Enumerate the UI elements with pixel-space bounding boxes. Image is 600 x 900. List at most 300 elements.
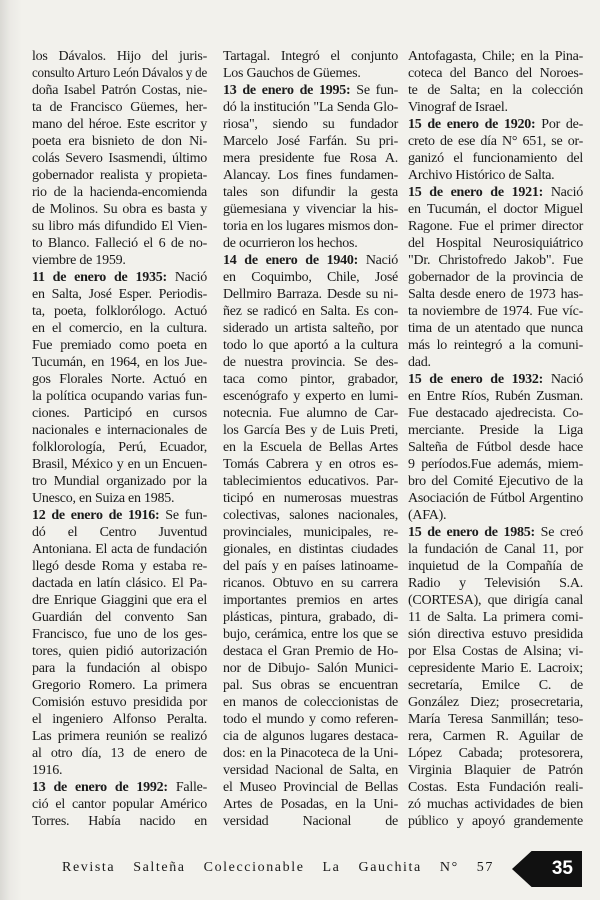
entry-date: 15 de enero de 1921:: [408, 185, 544, 200]
line-text: ciones. Participó en cursos: [32, 406, 207, 421]
text-line: [32, 660, 207, 677]
text-line: [223, 99, 398, 116]
line-text: Nació: [550, 185, 583, 200]
line-text: de ocurrieron los hechos.: [223, 236, 358, 251]
line-text: (AFA).: [408, 508, 447, 523]
line-text: Tomás Cabrera y en otros es-: [223, 457, 398, 472]
text-line: [32, 320, 207, 337]
line-text: creto de ese día N° 651, se or-: [408, 134, 583, 149]
line-content: [408, 796, 583, 813]
line-text: inquietud de la Compañía de: [408, 559, 583, 574]
line-content: [408, 677, 583, 694]
line-content: [223, 524, 398, 541]
line-text: del Hospital Neurosiquiátrico: [408, 236, 583, 251]
dated-entry: [408, 524, 583, 830]
line-content: [32, 643, 207, 660]
line-content: [223, 490, 398, 507]
line-text: Dellmiro Barraza. Desde su ni-: [223, 287, 398, 302]
line-content: [223, 116, 398, 133]
continued-entry: [32, 48, 207, 269]
text-line: [32, 541, 207, 558]
line-text: merciante. Preside la Liga: [408, 423, 583, 438]
line-text: dó la institución "La Senda Glo-: [223, 100, 398, 115]
line-text: dó el Centro Juventud: [32, 525, 207, 540]
dated-entry: [408, 371, 583, 524]
text-line: [408, 167, 583, 184]
text-line: [223, 507, 398, 524]
text-line: [32, 167, 207, 184]
line-text: Costas. Esta Fundación reali-: [408, 780, 583, 795]
text-line: [223, 575, 398, 592]
line-content: [32, 184, 207, 201]
line-content: [223, 779, 398, 796]
line-content: [408, 150, 583, 167]
text-line: [408, 745, 583, 762]
line-content: [32, 99, 207, 116]
text-line: [408, 626, 583, 643]
line-text: taca como pintor, grabador,: [223, 372, 398, 387]
text-line: [223, 490, 398, 507]
line-text: María Teresa Sanmillán; teso-: [408, 712, 583, 727]
line-content: [408, 490, 583, 507]
line-content: [32, 388, 207, 405]
line-text: versidad Nacional de Salta, en: [223, 763, 398, 778]
line-content: [32, 303, 207, 320]
line-text: en el comercio, en la cultura.: [32, 321, 207, 336]
line-content: [32, 201, 207, 218]
line-content: [408, 354, 431, 371]
line-content: [223, 337, 398, 354]
text-line: [223, 371, 398, 388]
line-text: notecnia. Fue alumno de Car-: [223, 406, 398, 421]
line-content: [223, 473, 398, 490]
line-content: [32, 150, 207, 167]
line-text: Nació: [174, 270, 207, 285]
line-text: dre Enrique Giaggini que era el: [32, 593, 207, 608]
line-text: ta de Francisco Güemes, her-: [32, 100, 207, 115]
text-line: [223, 303, 398, 320]
page-number: 35: [551, 858, 573, 879]
line-text: más lo reintegró a la comuni-: [408, 338, 583, 353]
text-line: [32, 507, 207, 524]
line-content: [32, 626, 207, 643]
line-text: todo lo que aportó a la cultura: [223, 338, 398, 353]
line-text: Marcelo José Farfán. Su pri-: [223, 134, 398, 149]
text-column-2: [223, 48, 398, 830]
line-text: en Entre Ríos, Rubén Zusman.: [408, 389, 583, 404]
line-content: [223, 558, 398, 575]
line-text: por Elsa Costas de Alsina; vi-: [408, 644, 583, 659]
line-text: del país y en países latinoame-: [223, 559, 398, 574]
text-line: [408, 796, 583, 813]
line-content: [32, 337, 207, 354]
line-content: [408, 507, 446, 524]
text-line: [408, 303, 583, 320]
line-text: Tucumán, en 1964, en los Jue-: [32, 355, 207, 370]
line-content: [408, 201, 583, 218]
line-text: gobernador de la provincia de: [408, 270, 583, 285]
line-text: bro del Comité Ejecutivo de la: [408, 474, 583, 489]
dated-entry: [223, 82, 398, 252]
line-text: "Dr. Christofredo Jakob". Fue: [408, 253, 583, 268]
text-line: [32, 694, 207, 711]
line-content: [32, 660, 207, 677]
line-content: [408, 116, 583, 133]
text-line: [32, 99, 207, 116]
text-line: [408, 711, 583, 728]
line-content: [32, 796, 207, 813]
dated-entry: [223, 252, 398, 830]
text-line: [32, 796, 207, 813]
line-content: [32, 762, 62, 779]
text-line: [32, 643, 207, 660]
line-text: ta, poeta, folklorólogo. Actuó: [32, 304, 207, 319]
line-content: [223, 371, 398, 388]
text-line: [408, 779, 583, 796]
line-content: [223, 388, 398, 405]
line-text: versidad Nacional de: [223, 814, 398, 829]
text-line: [408, 422, 583, 439]
line-text: Fue destacado ajedrecista. Co-: [408, 406, 583, 421]
text-line: [408, 558, 583, 575]
line-content: [408, 524, 583, 541]
line-text: llegó desde Roma y estaba re-: [32, 559, 207, 574]
text-line: [32, 82, 207, 99]
text-line: [223, 694, 398, 711]
line-text: Los Gauchos de Güemes.: [223, 66, 361, 81]
line-text: para la fundación al obispo: [32, 661, 207, 676]
line-content: [32, 167, 207, 184]
line-content: [32, 48, 207, 65]
text-line: [408, 762, 583, 779]
line-text: rera, Carmen R. Aguilar de: [408, 729, 583, 744]
line-text: Nació: [365, 253, 398, 268]
line-text: Salteña de Fútbol desde hace: [408, 440, 583, 455]
text-line: [223, 133, 398, 150]
line-text: Gregorio Romero. La primera: [32, 678, 207, 693]
line-text: ta noviembre de 1974. Fue víc-: [408, 304, 583, 319]
line-content: [408, 337, 583, 354]
line-content: [32, 745, 207, 762]
line-content: [32, 320, 207, 337]
line-text: Se fun-: [165, 508, 207, 523]
line-text: bujo, cerámica, entre los que se: [223, 627, 398, 642]
line-content: [32, 541, 207, 558]
line-content: [408, 558, 583, 575]
line-text: escenógrafo y experto en lumi-: [223, 389, 398, 404]
line-text: colás Severo Isasmendi, último: [32, 151, 207, 166]
line-text: 11 de Salta. La primera comi-: [408, 610, 583, 625]
line-text: nor de Dibujo- Salón Munici-: [223, 661, 398, 676]
line-text: al otro día, 13 de enero de: [32, 746, 207, 761]
text-line: [223, 762, 398, 779]
line-text: el Museo Provincial de Bellas: [223, 780, 398, 795]
line-text: Salta desde enero de 1973 has-: [408, 287, 583, 302]
text-line: [408, 541, 583, 558]
text-line: [408, 201, 583, 218]
text-line: [223, 456, 398, 473]
line-text: Se creó: [540, 525, 584, 540]
text-line: [408, 320, 583, 337]
line-text: en Coquimbo, Chile, José: [223, 270, 398, 285]
text-line: [408, 813, 583, 830]
line-text: gionales, en distintas ciudades: [223, 542, 398, 557]
line-content: [32, 779, 207, 796]
line-text: en la Escuela de Bellas Artes: [223, 440, 398, 455]
text-line: [408, 48, 583, 65]
line-content: [223, 303, 398, 320]
line-content: [223, 82, 398, 99]
line-content: [223, 745, 398, 762]
line-text: tro Mundial organizado por la: [32, 474, 207, 489]
text-line: [32, 813, 207, 830]
line-content: [223, 728, 398, 745]
line-text: siderado un artista salteño, por: [223, 321, 398, 336]
line-text: (CORTESA), que dirigía canal: [408, 593, 583, 608]
text-line: [223, 82, 398, 99]
line-content: [223, 201, 398, 218]
line-content: [32, 269, 207, 286]
text-line: [32, 235, 207, 252]
text-line: [32, 354, 207, 371]
line-text: te de Salta; en la colección: [408, 83, 583, 98]
text-line: [223, 643, 398, 660]
line-content: [32, 473, 207, 490]
line-text: viembre de 1959.: [32, 253, 126, 268]
line-text: cia de algunos lugares destaca-: [223, 729, 398, 744]
line-text: tablecimientos educativos. Par-: [223, 474, 398, 489]
line-text: importantes premios en artes: [223, 593, 398, 608]
text-line: [223, 286, 398, 303]
line-text: en manos de coleccionistas de: [223, 695, 398, 710]
line-content: [223, 167, 398, 184]
line-content: [223, 626, 398, 643]
line-text: López Cabada; protesorera,: [408, 746, 583, 761]
line-text: Vinograf de Israel.: [408, 100, 508, 115]
line-text: zó muchas actividades de bien: [408, 797, 583, 812]
text-line: [408, 694, 583, 711]
line-content: [223, 660, 398, 677]
text-line: [408, 660, 583, 677]
text-line: [223, 252, 398, 269]
line-content: [408, 133, 583, 150]
line-text: gobernador realista y propieta-: [32, 168, 207, 183]
line-content: [408, 575, 583, 592]
line-text: Unesco, en Suiza en 1985.: [32, 491, 175, 506]
line-content: [408, 99, 508, 116]
text-line: [408, 184, 583, 201]
text-line: [32, 558, 207, 575]
text-line: [32, 439, 207, 456]
line-content: [408, 660, 583, 677]
text-line: [223, 779, 398, 796]
text-line: [408, 99, 583, 116]
text-line: [408, 575, 583, 592]
text-line: [32, 218, 207, 235]
line-text: Torres. Había nacido en: [32, 814, 207, 829]
line-content: [408, 439, 583, 456]
line-content: [32, 711, 207, 728]
text-line: [32, 405, 207, 422]
text-line: [408, 286, 583, 303]
text-line: [223, 796, 398, 813]
line-content: [32, 490, 174, 507]
page-number-badge: [512, 851, 582, 887]
line-text: consulto Arturo León Dávalos y de: [32, 66, 207, 81]
text-line: [408, 65, 583, 82]
line-text: Las primera reunión se realizó: [32, 729, 207, 744]
text-line: [223, 201, 398, 218]
text-line: [223, 660, 398, 677]
text-line: [408, 592, 583, 609]
line-text: Archivo Histórico de Salta.: [408, 168, 555, 183]
line-text: Asociación de Fútbol Argentino: [408, 491, 583, 506]
text-line: [32, 728, 207, 745]
text-line: [32, 65, 207, 82]
line-text: Por de-: [541, 117, 583, 132]
line-text: ció el cantor popular Américo: [32, 797, 207, 812]
line-content: [32, 218, 207, 235]
line-text: Fue premiado como poeta en: [32, 338, 207, 353]
line-content: [408, 303, 583, 320]
line-text: Brasil, México y en un Encuen-: [32, 457, 207, 472]
line-text: 9 períodos.Fue además, miem-: [408, 457, 583, 472]
line-text: folklorología, Perú, Ecuador,: [32, 440, 207, 455]
line-text: dactada en latín clásico. El Pa-: [32, 576, 207, 591]
line-text: plásticas, pintura, grabado, di-: [223, 610, 398, 625]
text-line: [32, 677, 207, 694]
line-content: [223, 65, 361, 82]
text-line: [223, 677, 398, 694]
line-content: [223, 711, 398, 728]
line-text: destaca el Gran Premio de Ho-: [223, 644, 398, 659]
text-line: [223, 269, 398, 286]
text-line: [32, 252, 207, 269]
line-text: toria en los lugares mismos don-: [223, 219, 398, 234]
line-content: [408, 592, 583, 609]
line-text: en Salta, José Esper. Periodis-: [32, 287, 207, 302]
text-line: [32, 745, 207, 762]
line-content: [408, 473, 583, 490]
line-text: público y apoyó grandemente: [408, 814, 583, 829]
entry-date: 14 de enero de 1940:: [223, 253, 359, 268]
text-line: [223, 167, 398, 184]
line-content: [223, 456, 398, 473]
line-content: [223, 677, 398, 694]
line-text: el ingeniero Alfonso Peralta.: [32, 712, 207, 727]
text-line: [408, 473, 583, 490]
entry-date: 15 de enero de 1985:: [408, 525, 535, 540]
line-text: Francisco, fue uno de los ges-: [32, 627, 207, 642]
line-text: su libro más difundido El Vien-: [32, 219, 207, 234]
line-text: colectivas, salones nacionales,: [223, 508, 398, 523]
line-text: todo el mundo y como referen-: [223, 712, 398, 727]
magazine-footer: [62, 859, 494, 876]
line-content: [32, 507, 207, 524]
dated-entry: [408, 116, 583, 184]
text-line: [223, 609, 398, 626]
line-text: secretaría, Emilce C. de: [408, 678, 583, 693]
line-text: Falle-: [175, 780, 207, 795]
line-content: [32, 405, 207, 422]
text-line: [223, 592, 398, 609]
entry-date: 15 de enero de 1932:: [408, 372, 544, 387]
line-content: [32, 575, 207, 592]
line-text: Antofagasta, Chile; en la Pina-: [408, 49, 583, 64]
text-line: [32, 779, 207, 796]
line-content: [408, 456, 583, 473]
text-line: [223, 745, 398, 762]
line-text: gos Florales Norte. Actuó en: [32, 372, 207, 387]
text-line: [223, 558, 398, 575]
text-line: [32, 575, 207, 592]
text-line: [408, 218, 583, 235]
line-content: [32, 592, 207, 609]
line-content: [32, 286, 207, 303]
line-text: Artes de Posadas, en la Uni-: [223, 797, 398, 812]
line-text: la fundación de Canal 11, por: [408, 542, 583, 557]
line-content: [223, 575, 398, 592]
line-content: [408, 218, 583, 235]
line-content: [408, 813, 583, 830]
text-line: [223, 320, 398, 337]
line-content: [32, 456, 207, 473]
line-content: [223, 150, 398, 167]
line-content: [223, 609, 398, 626]
entry-date: 13 de enero de 1992:: [32, 780, 168, 795]
text-line: [223, 711, 398, 728]
line-text: nacionales e internacionales de: [32, 423, 207, 438]
line-text: ricanos. Obtuvo en su carrera: [223, 576, 398, 591]
text-line: [223, 405, 398, 422]
text-line: [223, 728, 398, 745]
line-content: [223, 796, 398, 813]
line-text: Tartagal. Integró el conjunto: [223, 49, 398, 64]
text-line: [223, 184, 398, 201]
line-text: tores, quien pidió autorización: [32, 644, 207, 659]
line-content: [32, 82, 207, 99]
line-text: ñez se radicó en Salta. Es con-: [223, 304, 398, 319]
line-text: mera presidente fue Rosa A.: [223, 151, 398, 166]
line-content: [32, 439, 207, 456]
line-content: [223, 218, 398, 235]
text-line: [408, 337, 583, 354]
text-line: [223, 218, 398, 235]
entry-date: 11 de enero de 1935:: [32, 270, 167, 285]
line-content: [32, 133, 207, 150]
text-line: [408, 524, 583, 541]
line-content: [223, 99, 398, 116]
continued-entry: [223, 48, 398, 82]
line-content: [32, 677, 207, 694]
line-content: [223, 252, 398, 269]
text-line: [408, 456, 583, 473]
line-text: sión directiva estuvo presidida: [408, 627, 583, 642]
line-text: Comisión estuvo presidida por: [32, 695, 207, 710]
line-content: [408, 422, 583, 439]
line-content: [408, 252, 583, 269]
dated-entry: [32, 269, 207, 507]
text-line: [408, 269, 583, 286]
line-content: [408, 609, 583, 626]
line-text: de Molinos. Su obra es basta y: [32, 202, 207, 217]
line-content: [32, 235, 207, 252]
line-text: los García Bes y de Luis Preti,: [223, 423, 398, 438]
line-content: [32, 422, 207, 439]
text-column-1: [32, 48, 207, 830]
text-line: [32, 490, 207, 507]
line-text: poeta era bisnieto de don Ni-: [32, 134, 207, 149]
